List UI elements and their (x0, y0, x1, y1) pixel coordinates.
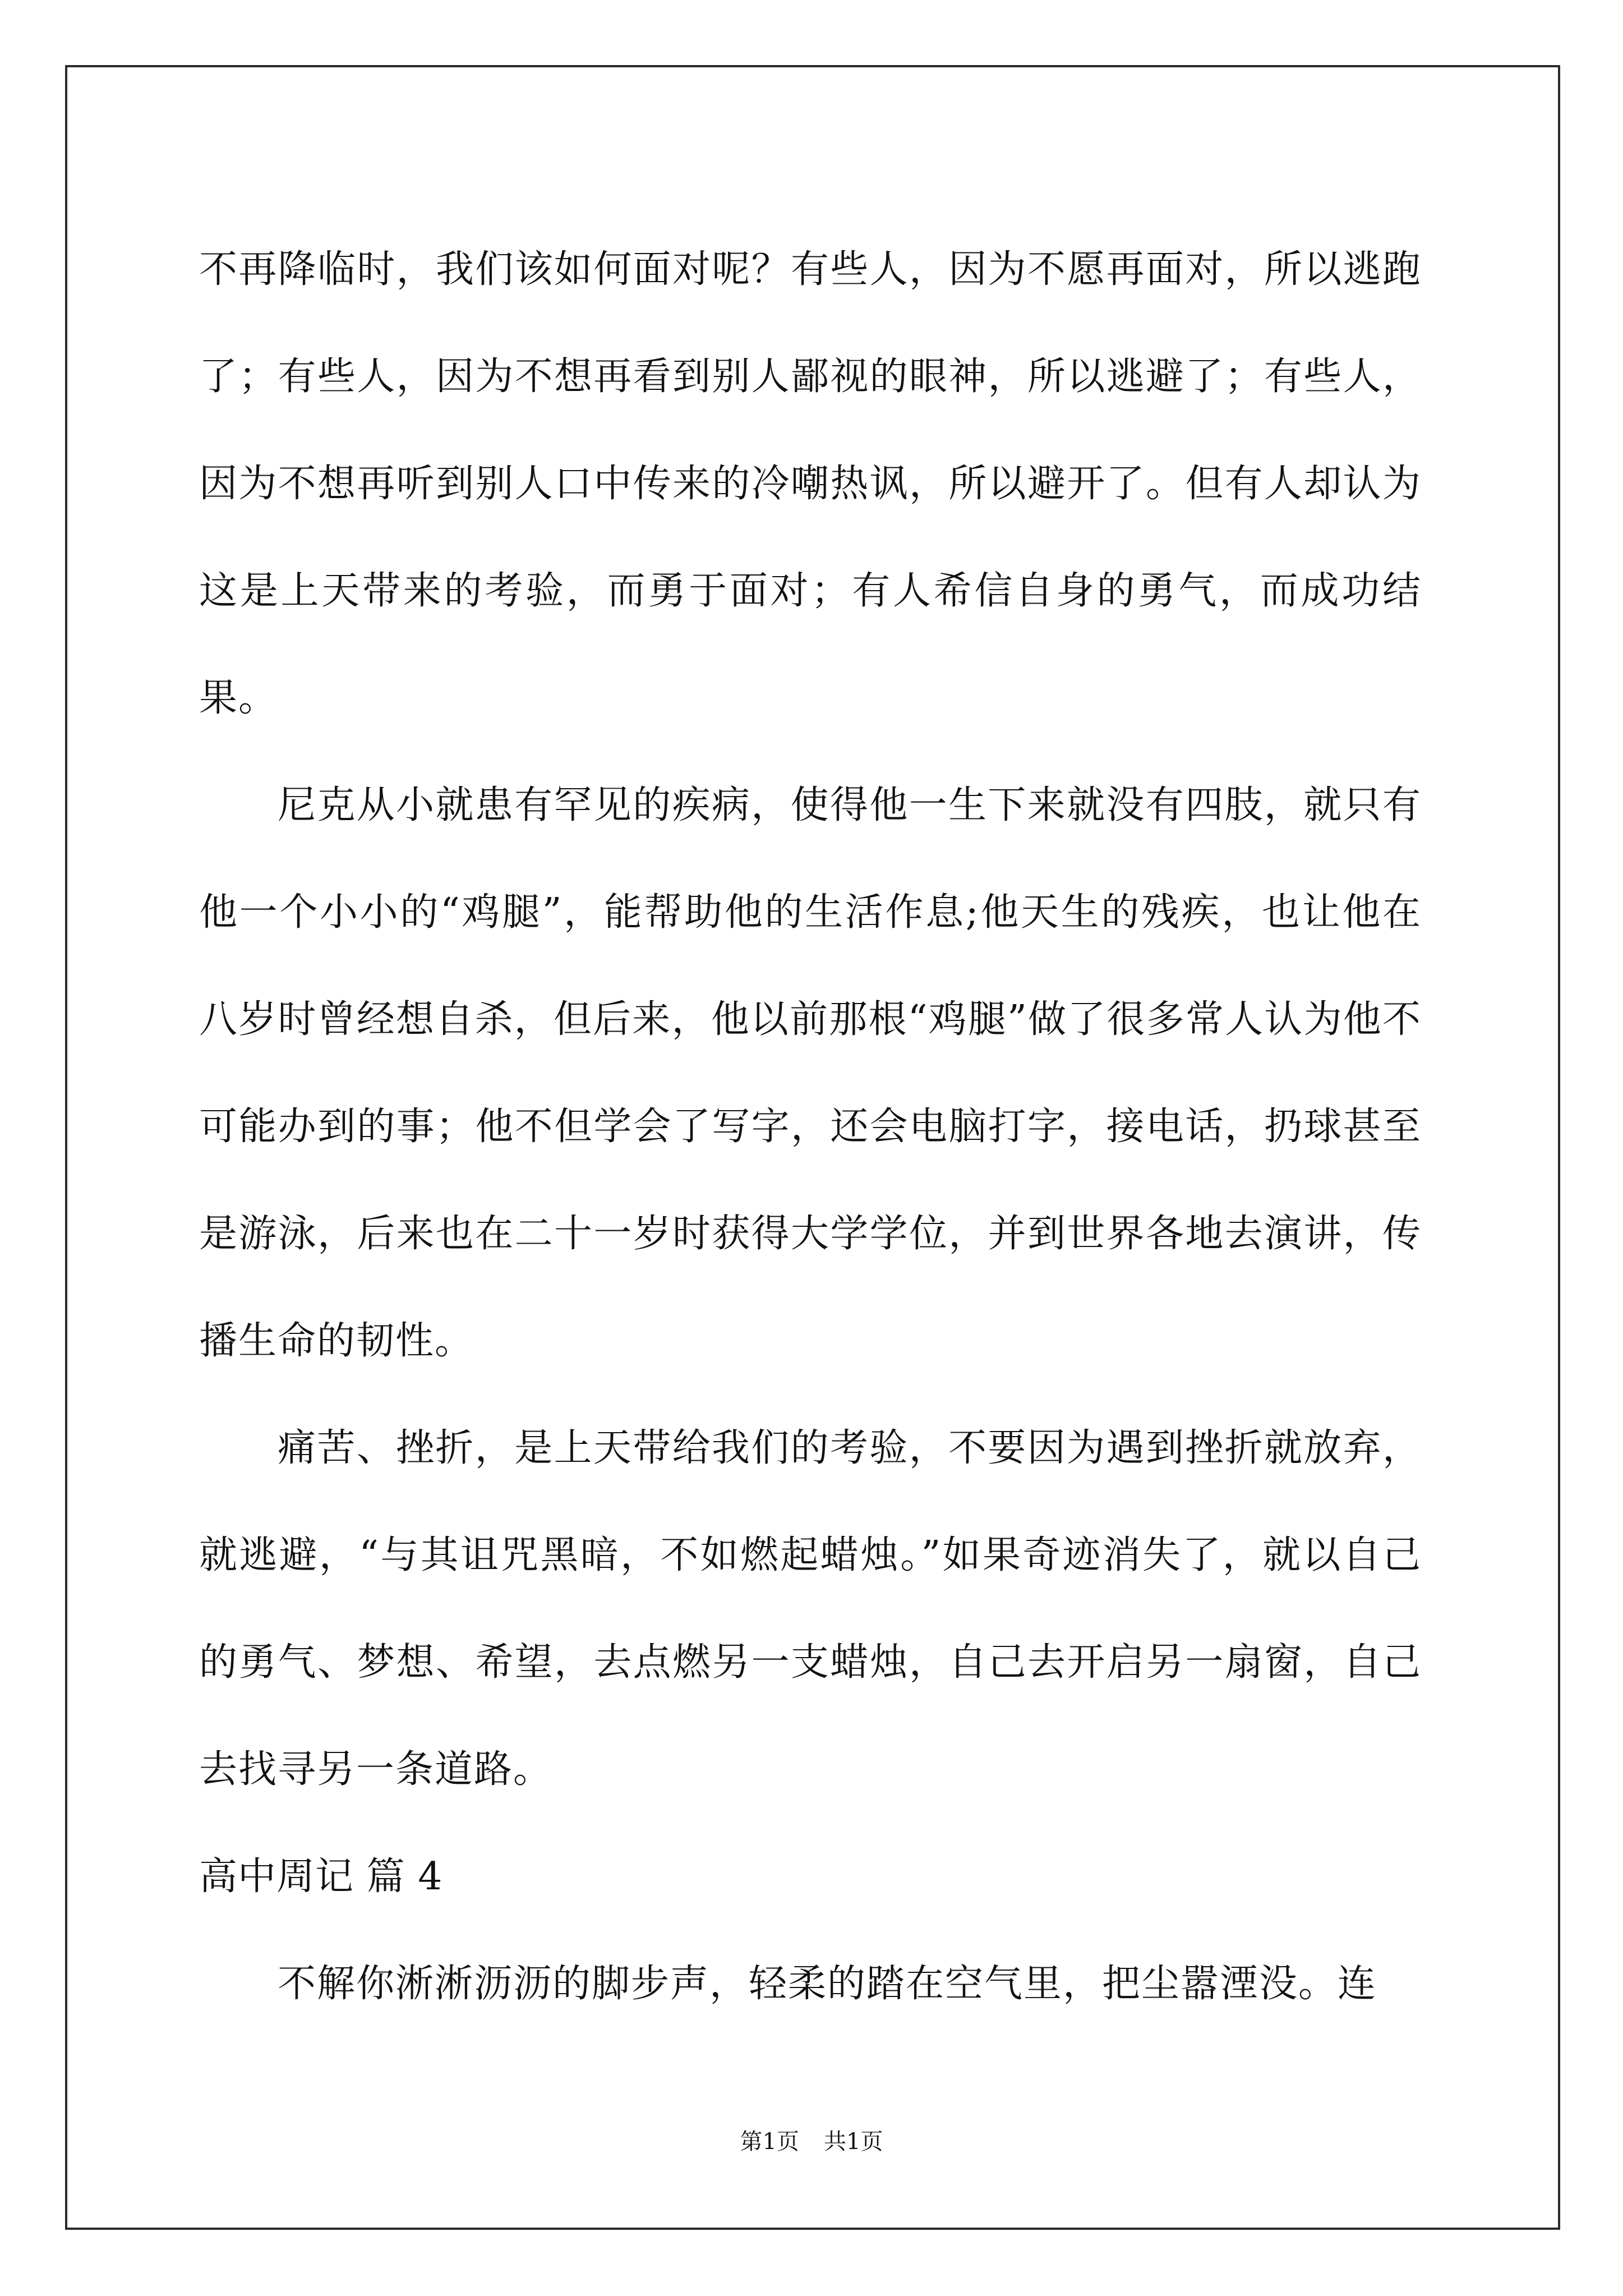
paragraph-intro: 不再降临时，我们该如何面对呢？有些人，因为不愿再面对，所以逃跑了；有些人，因为不想再看到别人鄙视的眼神，所以逃避了；有些人，因为不想再听到别人口中传来的冷嘲热讽，所以避开了。但有人却认为这是上天带来的考验，而勇于面对；有人希信自身的勇气，而成功结果。 (199, 247, 1422, 720)
section-heading: 高中周记 篇 4 (199, 1855, 443, 1899)
document-body (199, 216, 1422, 2037)
page-total: 共1页 (824, 2129, 883, 2155)
paragraph-nick-story: 尼克从小就患有罕见的疾病，使得他一生下来就没有四肢，就只有他一个小小的“鸡腿”，能帮助他的生活作息;他天生的残疾，也让他在八岁时曾经想自杀，但后来，他以前那根“鸡腿”做了很多常人认为他不可能办到的事；他不但学会了写字，还会电脑打字，接电话，扔球甚至是游泳，后来也在二十一岁时获得大学学位，并到世界各地去演讲，传播生命的韧性。 (199, 783, 1422, 1363)
paragraph-candle: 痛苦、挫折，是上天带给我们的考验，不要因为遇到挫折就放弃，就逃避，“与其诅咒黑暗，不如燃起蜡烛。”如果奇迹消失了，就以自己的勇气、梦想、希望，去点燃另一支蜡烛，自己去开启另一扇窗，自己去找寻另一条道路。 (199, 1426, 1422, 1792)
page-number: 第1页 (740, 2129, 799, 2155)
page-footer (0, 2125, 1623, 2159)
paragraph-rain: 不解你淅淅沥沥的脚步声，轻柔的踏在空气里，把尘嚣湮没。连 (278, 1962, 1377, 2006)
